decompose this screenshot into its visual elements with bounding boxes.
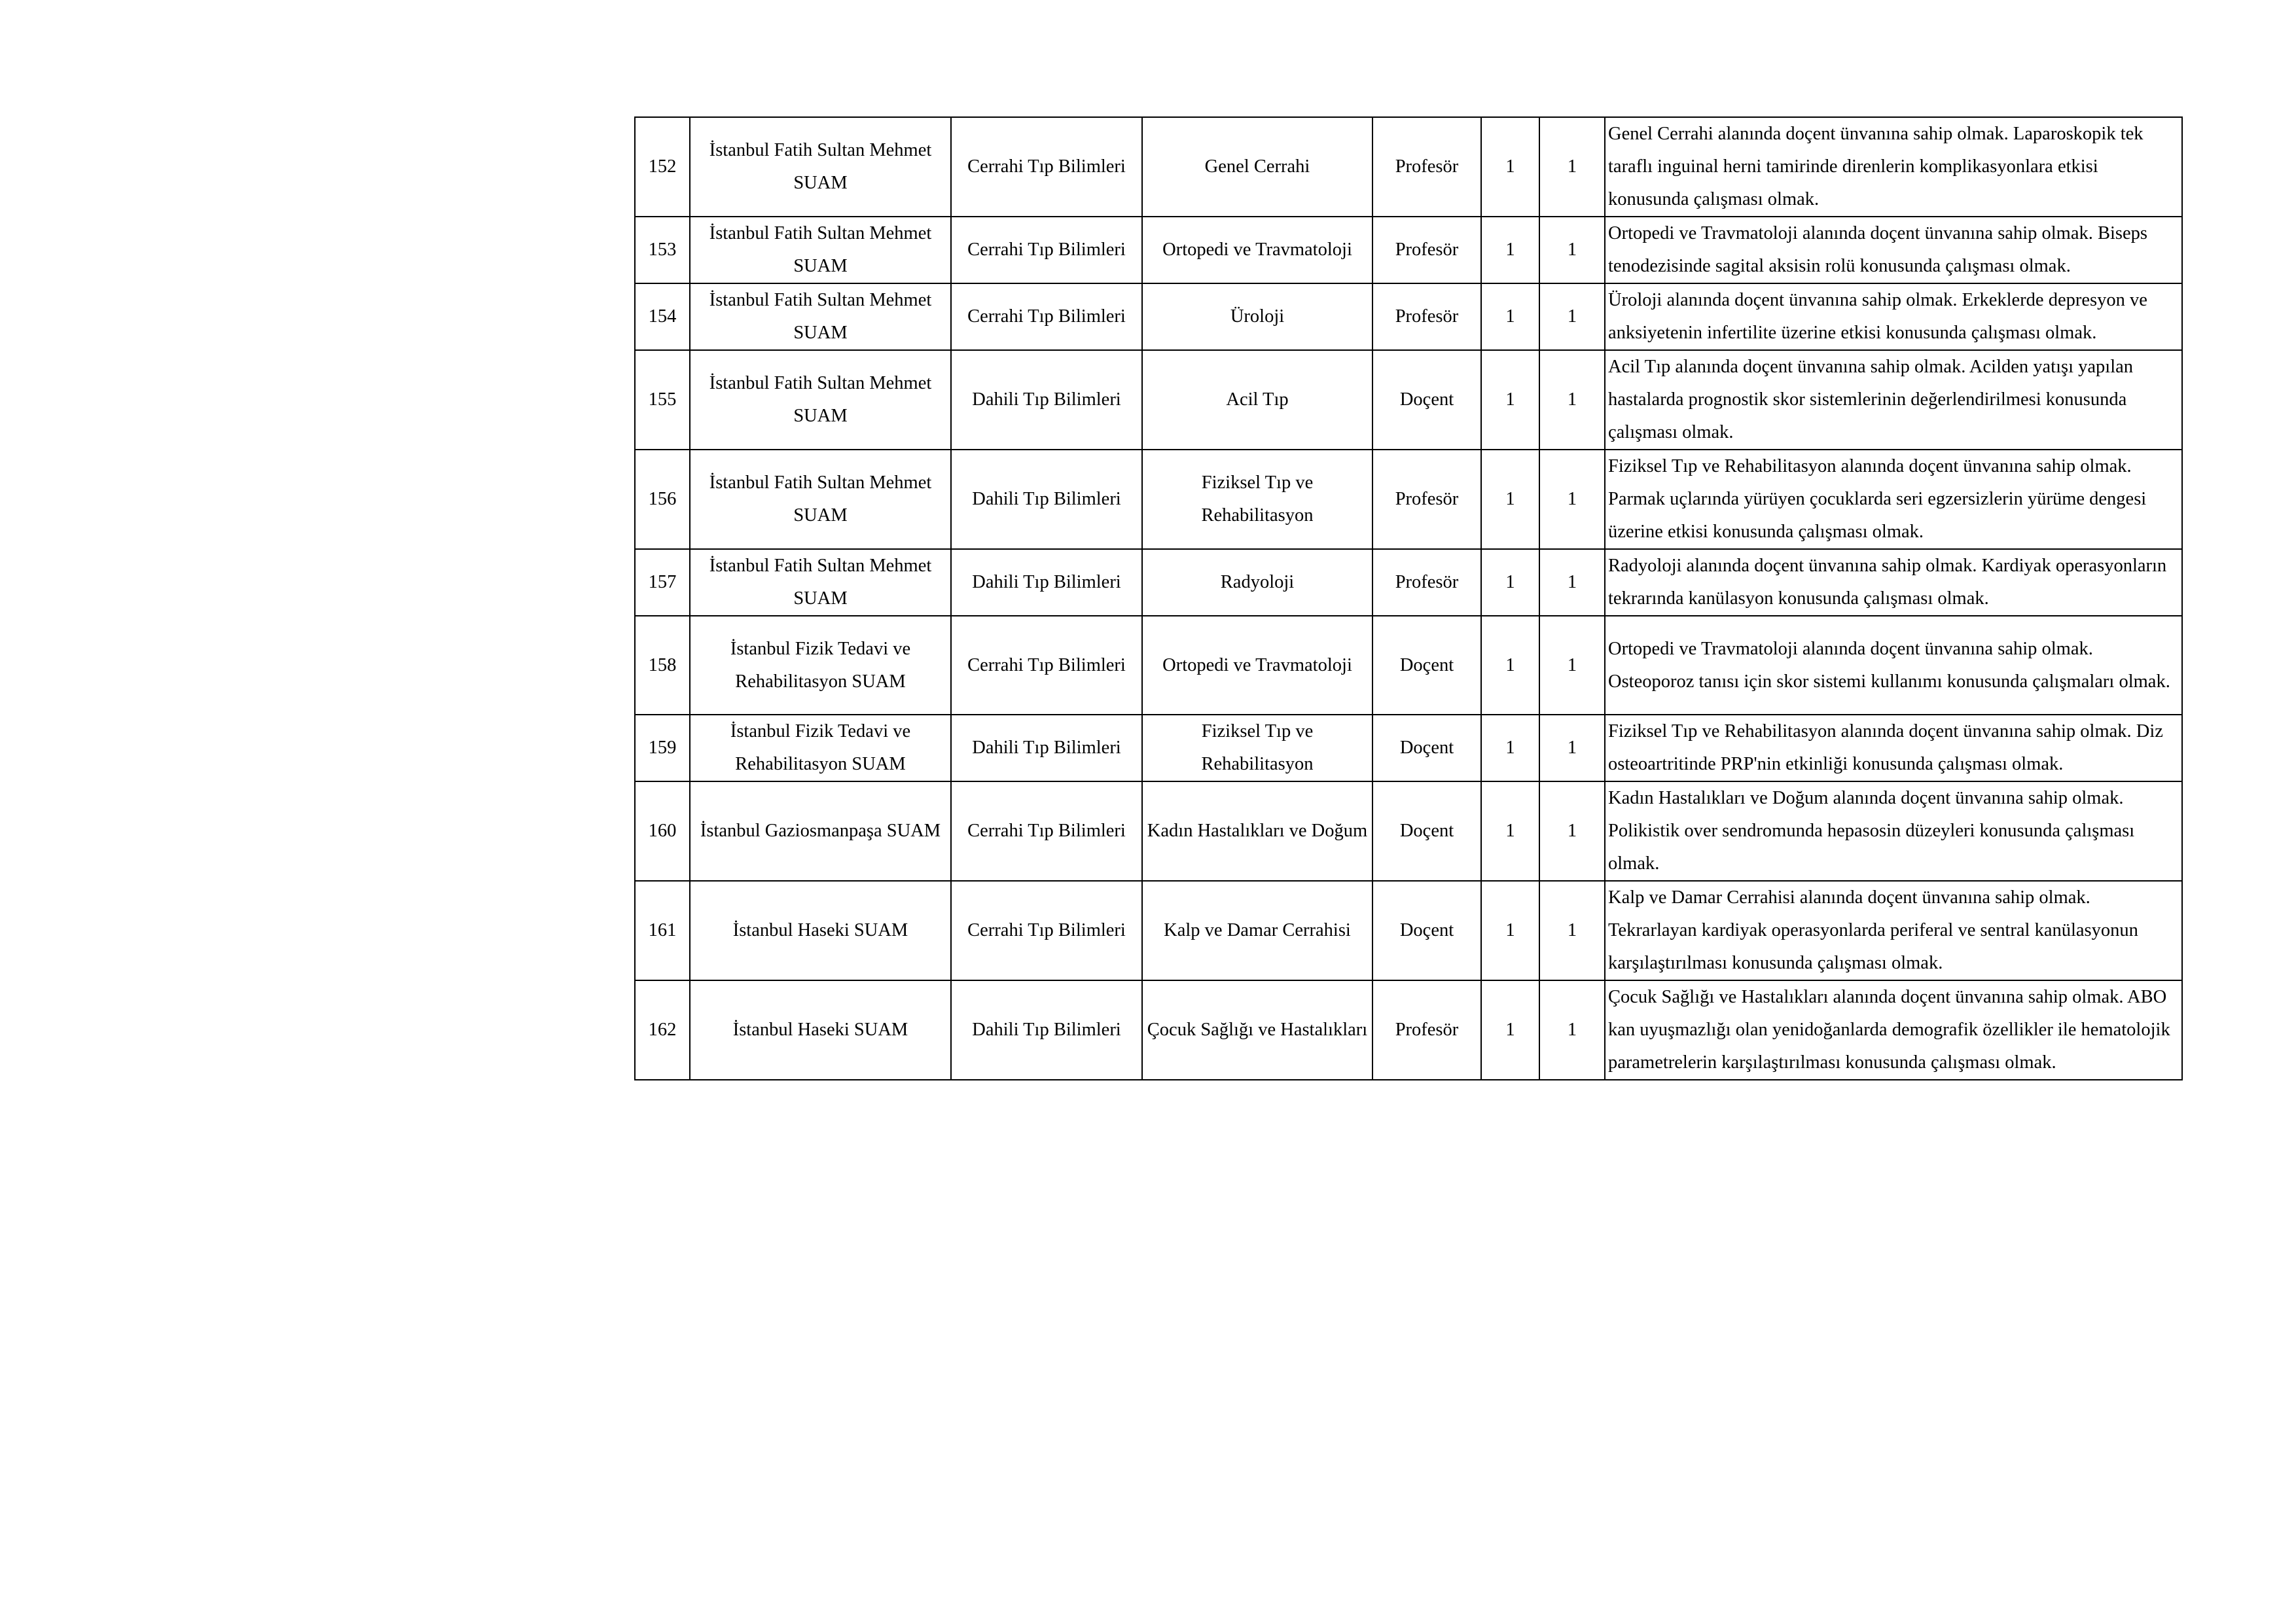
field-cell: Cerrahi Tıp Bilimleri (951, 881, 1142, 980)
table-row (635, 781, 2182, 881)
institution-cell: İstanbul Fizik Tedavi ve Rehabilitasyon SUAM (690, 616, 951, 715)
count-a-cell: 1 (1481, 117, 1539, 217)
requirement-cell: Ortopedi ve Travmatoloji alanında doçent ünvanına sahip olmak. Osteoporoz tanısı için skor sistemi kullanımı konusunda çalışmaları olmak. (1605, 616, 2182, 715)
requirement-cell: Kadın Hastalıkları ve Doğum alanında doçent ünvanına sahip olmak. Polikistik over sendromunda hepasosin düzeyleri konusunda çalışması olmak. (1605, 781, 2182, 881)
count-b-cell: 1 (1539, 781, 1605, 881)
count-b-cell: 1 (1539, 283, 1605, 350)
count-a-cell: 1 (1481, 549, 1539, 616)
branch-cell: Fiziksel Tıp ve Rehabilitasyon (1142, 450, 1372, 549)
count-b-cell: 1 (1539, 117, 1605, 217)
requirement-cell: Acil Tıp alanında doçent ünvanına sahip olmak. Acilden yatışı yapılan hastalarda prognostik skor sistemlerinin değerlendirilmesi konusunda çalışması olmak. (1605, 350, 2182, 450)
count-a-cell: 1 (1481, 217, 1539, 283)
count-b-cell: 1 (1539, 217, 1605, 283)
row-number-cell: 161 (635, 881, 690, 980)
row-number-cell: 154 (635, 283, 690, 350)
academic-title-cell: Doçent (1372, 350, 1481, 450)
institution-cell: İstanbul Fatih Sultan Mehmet SUAM (690, 450, 951, 549)
count-a-cell: 1 (1481, 980, 1539, 1080)
branch-cell: Üroloji (1142, 283, 1372, 350)
academic-title-cell: Doçent (1372, 616, 1481, 715)
institution-cell: İstanbul Fatih Sultan Mehmet SUAM (690, 283, 951, 350)
table-row (635, 549, 2182, 616)
requirement-cell: Üroloji alanında doçent ünvanına sahip olmak. Erkeklerde depresyon ve anksiyetenin infertilite üzerine etkisi konusunda çalışması olmak. (1605, 283, 2182, 350)
field-cell: Dahili Tıp Bilimleri (951, 980, 1142, 1080)
academic-title-cell: Profesör (1372, 217, 1481, 283)
table-row (635, 117, 2182, 217)
count-a-cell: 1 (1481, 781, 1539, 881)
count-a-cell: 1 (1481, 350, 1539, 450)
field-cell: Cerrahi Tıp Bilimleri (951, 283, 1142, 350)
branch-cell: Kadın Hastalıkları ve Doğum (1142, 781, 1372, 881)
branch-cell: Kalp ve Damar Cerrahisi (1142, 881, 1372, 980)
branch-cell: Fiziksel Tıp ve Rehabilitasyon (1142, 715, 1372, 781)
row-number-cell: 156 (635, 450, 690, 549)
table-row (635, 450, 2182, 549)
field-cell: Dahili Tıp Bilimleri (951, 450, 1142, 549)
row-number-cell: 159 (635, 715, 690, 781)
table-row (635, 217, 2182, 283)
row-number-cell: 157 (635, 549, 690, 616)
institution-cell: İstanbul Fatih Sultan Mehmet SUAM (690, 117, 951, 217)
academic-title-cell: Doçent (1372, 781, 1481, 881)
row-number-cell: 155 (635, 350, 690, 450)
requirement-cell: Radyoloji alanında doçent ünvanına sahip olmak. Kardiyak operasyonların tekrarında kanülasyon konusunda çalışması olmak. (1605, 549, 2182, 616)
row-number-cell: 162 (635, 980, 690, 1080)
count-a-cell: 1 (1481, 283, 1539, 350)
academic-title-cell: Profesör (1372, 980, 1481, 1080)
count-a-cell: 1 (1481, 881, 1539, 980)
field-cell: Cerrahi Tıp Bilimleri (951, 217, 1142, 283)
count-a-cell: 1 (1481, 616, 1539, 715)
institution-cell: İstanbul Haseki SUAM (690, 980, 951, 1080)
field-cell: Dahili Tıp Bilimleri (951, 350, 1142, 450)
institution-cell: İstanbul Haseki SUAM (690, 881, 951, 980)
count-b-cell: 1 (1539, 881, 1605, 980)
count-a-cell: 1 (1481, 450, 1539, 549)
academic-title-cell: Profesör (1372, 117, 1481, 217)
requirement-cell: Fiziksel Tıp ve Rehabilitasyon alanında doçent ünvanına sahip olmak. Parmak uçlarında yürüyen çocuklarda seri egzersizlerin yürüme dengesi üzerine etkisi konusunda çalışması olmak. (1605, 450, 2182, 549)
count-b-cell: 1 (1539, 350, 1605, 450)
branch-cell: Acil Tıp (1142, 350, 1372, 450)
field-cell: Cerrahi Tıp Bilimleri (951, 117, 1142, 217)
requirement-cell: Kalp ve Damar Cerrahisi alanında doçent ünvanına sahip olmak. Tekrarlayan kardiyak operasyonlarda periferal ve sentral kanülasyonun karşılaştırılması konusunda çalışması olmak. (1605, 881, 2182, 980)
branch-cell: Ortopedi ve Travmatoloji (1142, 217, 1372, 283)
count-b-cell: 1 (1539, 549, 1605, 616)
row-number-cell: 153 (635, 217, 690, 283)
count-b-cell: 1 (1539, 715, 1605, 781)
field-cell: Cerrahi Tıp Bilimleri (951, 616, 1142, 715)
table-row (635, 881, 2182, 980)
requirement-cell: Genel Cerrahi alanında doçent ünvanına sahip olmak. Laparoskopik tek taraflı inguinal herni tamirinde direnlerin komplikasyonlara etkisi konusunda çalışması olmak. (1605, 117, 2182, 217)
branch-cell: Radyoloji (1142, 549, 1372, 616)
branch-cell: Genel Cerrahi (1142, 117, 1372, 217)
count-b-cell: 1 (1539, 616, 1605, 715)
row-number-cell: 158 (635, 616, 690, 715)
table-row (635, 980, 2182, 1080)
position-table (634, 116, 2183, 1080)
institution-cell: İstanbul Fatih Sultan Mehmet SUAM (690, 350, 951, 450)
field-cell: Dahili Tıp Bilimleri (951, 549, 1142, 616)
academic-title-cell: Profesör (1372, 450, 1481, 549)
table-body (635, 117, 2182, 1080)
field-cell: Cerrahi Tıp Bilimleri (951, 781, 1142, 881)
institution-cell: İstanbul Gaziosmanpaşa SUAM (690, 781, 951, 881)
academic-title-cell: Doçent (1372, 881, 1481, 980)
table-row (635, 715, 2182, 781)
branch-cell: Ortopedi ve Travmatoloji (1142, 616, 1372, 715)
row-number-cell: 152 (635, 117, 690, 217)
field-cell: Dahili Tıp Bilimleri (951, 715, 1142, 781)
table-row (635, 350, 2182, 450)
branch-cell: Çocuk Sağlığı ve Hastalıkları (1142, 980, 1372, 1080)
institution-cell: İstanbul Fatih Sultan Mehmet SUAM (690, 217, 951, 283)
requirement-cell: Fiziksel Tıp ve Rehabilitasyon alanında doçent ünvanına sahip olmak. Diz osteoartritinde PRP'nin etkinliği konusunda çalışması olmak. (1605, 715, 2182, 781)
academic-title-cell: Profesör (1372, 283, 1481, 350)
academic-title-cell: Doçent (1372, 715, 1481, 781)
academic-title-cell: Profesör (1372, 549, 1481, 616)
table-row (635, 283, 2182, 350)
requirement-cell: Ortopedi ve Travmatoloji alanında doçent ünvanına sahip olmak. Biseps tenodezisinde sagital aksisin rolü konusunda çalışması olmak. (1605, 217, 2182, 283)
count-b-cell: 1 (1539, 450, 1605, 549)
institution-cell: İstanbul Fizik Tedavi ve Rehabilitasyon SUAM (690, 715, 951, 781)
institution-cell: İstanbul Fatih Sultan Mehmet SUAM (690, 549, 951, 616)
requirement-cell: Çocuk Sağlığı ve Hastalıkları alanında doçent ünvanına sahip olmak. ABO kan uyuşmazlığı olan yenidoğanlarda demografik özellikler ile hematolojik parametrelerin karşılaştırılması konusunda çalışması olmak. (1605, 980, 2182, 1080)
count-b-cell: 1 (1539, 980, 1605, 1080)
table-row (635, 616, 2182, 715)
count-a-cell: 1 (1481, 715, 1539, 781)
row-number-cell: 160 (635, 781, 690, 881)
